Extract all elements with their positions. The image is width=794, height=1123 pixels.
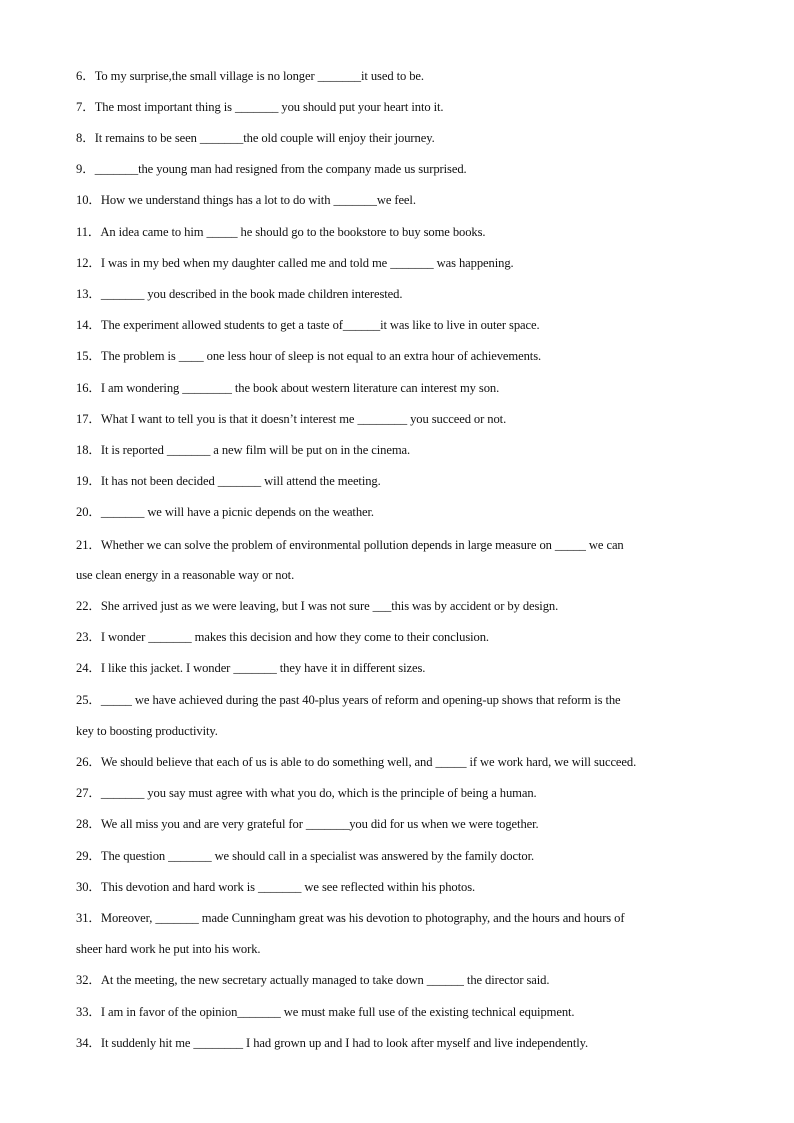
- question-24: 24．I like this jacket. I wonder _______ they have it in different sizes.: [76, 661, 426, 675]
- question-15: 15．The problem is ____ one less hour of sleep is not equal to an extra hour of achievements.: [76, 349, 542, 363]
- question-31-continued: sheer hard work he put into his work.: [76, 942, 261, 956]
- question-27: 27．_______ you say must agree with what you do, which is the principle of being a human.: [76, 786, 537, 800]
- question-31: 31．Moreover, _______ made Cunningham great was his devotion to photography, and the hours and hours of: [76, 911, 625, 925]
- question-25-continued: key to boosting productivity.: [76, 724, 218, 738]
- question-30: 30．This devotion and hard work is _______ we see reflected within his photos.: [76, 880, 476, 894]
- question-10: 10．How we understand things has a lot to do with _______we feel.: [76, 193, 416, 207]
- question-33: 33．I am in favor of the opinion_______ we must make full use of the existing technical equipment.: [76, 1005, 575, 1019]
- question-11: 11．An idea came to him _____ he should go to the bookstore to buy some books.: [76, 225, 486, 239]
- question-19: 19．It has not been decided _______ will attend the meeting.: [76, 474, 381, 488]
- question-32: 32．At the meeting, the new secretary actually managed to take down ______ the director said.: [76, 973, 550, 987]
- question-18: 18．It is reported _______ a new film will be put on in the cinema.: [76, 443, 411, 457]
- question-20: 20．_______ we will have a picnic depends on the weather.: [76, 505, 374, 519]
- question-25: 25．_____ we have achieved during the past 40-plus years of reform and opening-up shows that reform is the: [76, 693, 621, 707]
- question-22: 22．She arrived just as we were leaving, but I was not sure ___this was by accident or by design.: [76, 599, 559, 613]
- question-21: 21．Whether we can solve the problem of environmental pollution depends in large measure on _____ we can: [76, 538, 624, 552]
- question-34: 34．It suddenly hit me ________ I had grown up and I had to look after myself and live independently.: [76, 1036, 589, 1050]
- question-12: 12．I was in my bed when my daughter called me and told me _______ was happening.: [76, 256, 514, 270]
- question-13: 13．_______ you described in the book made children interested.: [76, 287, 403, 301]
- question-26: 26．We should believe that each of us is able to do something well, and _____ if we work hard, we will succeed.: [76, 755, 637, 769]
- question-21-continued: use clean energy in a reasonable way or not.: [76, 568, 295, 582]
- question-23: 23．I wonder _______ makes this decision and how they come to their conclusion.: [76, 630, 489, 644]
- question-8: 8．It remains to be seen _______the old couple will enjoy their journey.: [76, 131, 435, 145]
- question-7: 7．The most important thing is _______ you should put your heart into it.: [76, 100, 444, 114]
- question-28: 28．We all miss you and are very grateful for _______you did for us when we were together.: [76, 817, 539, 831]
- question-9: 9．_______the young man had resigned from the company made us surprised.: [76, 162, 467, 176]
- question-16: 16．I am wondering ________ the book about western literature can interest my son.: [76, 381, 500, 395]
- question-17: 17．What I want to tell you is that it doesn’t interest me ________ you succeed or not.: [76, 412, 507, 426]
- question-14: 14．The experiment allowed students to get a taste of______it was like to live in outer space.: [76, 318, 540, 332]
- question-29: 29．The question _______ we should call in a specialist was answered by the family doctor.: [76, 849, 535, 863]
- question-6: 6．To my surprise,the small village is no longer _______it used to be.: [76, 69, 424, 83]
